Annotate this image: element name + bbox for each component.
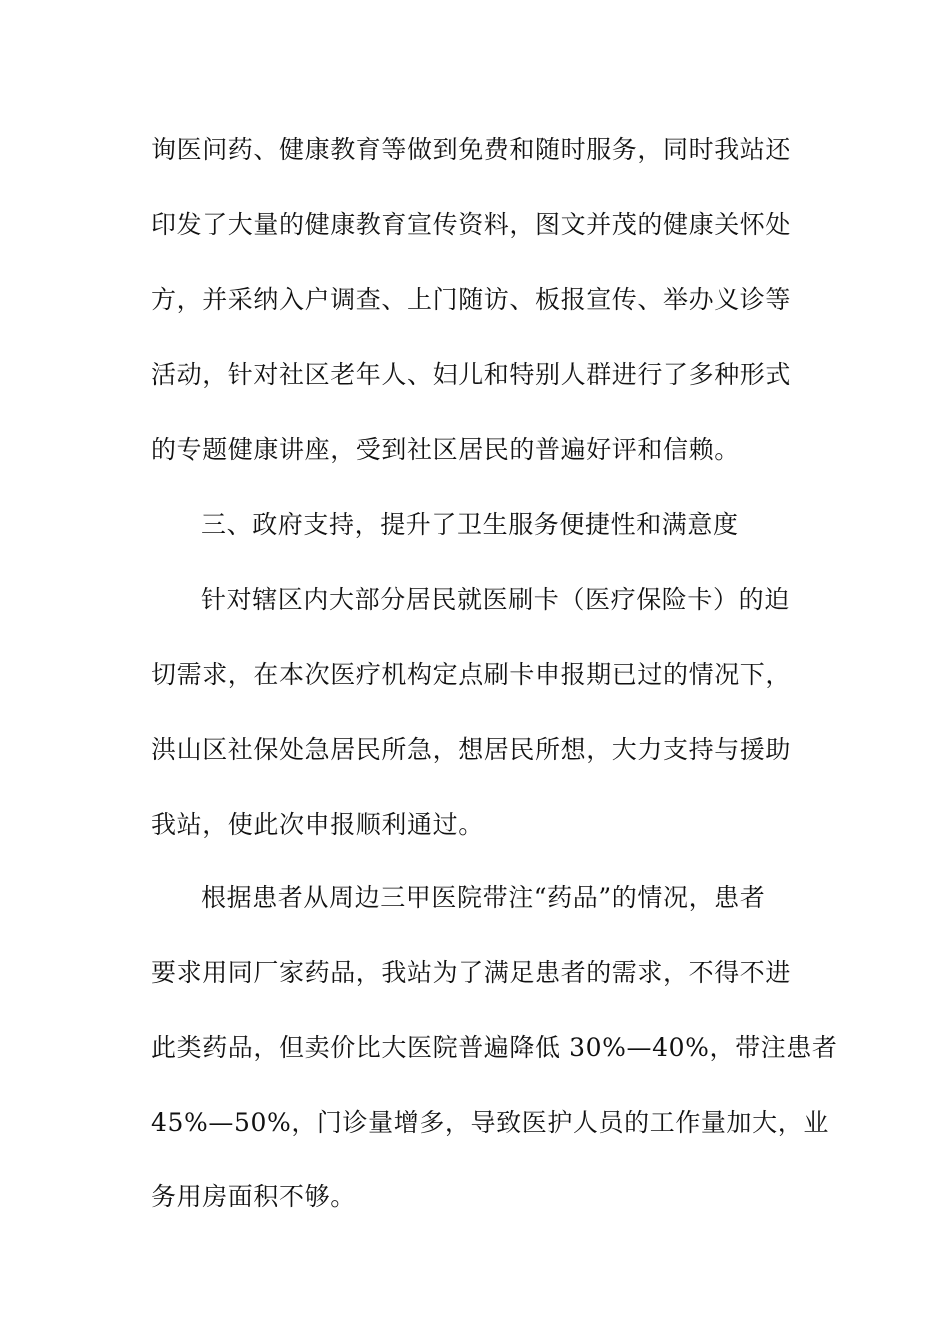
paragraph-line: 要求用同厂家药品，我站为了满足患者的需求，不得不进 <box>151 958 792 987</box>
paragraph-line: 切需求，在本次医疗机构定点刷卡申报期已过的情况下， <box>151 660 792 689</box>
paragraph-line: 45%—50%，门诊量增多，导致医护人员的工作量加大，业 <box>151 1108 829 1137</box>
paragraph-line: 的专题健康讲座，受到社区居民的普遍好评和信赖。 <box>151 435 740 464</box>
paragraph-line: 活动，针对社区老年人、妇儿和特别人群进行了多种形式 <box>151 360 792 389</box>
paragraph-line: 洪山区社保处急居民所急，想居民所想，大力支持与援助 <box>151 735 792 764</box>
paragraph-line: 方，并采纳入户调查、上门随访、板报宣传、举办义诊等 <box>151 285 792 314</box>
paragraph-line: 根据患者从周边三甲医院带注“药品”的情况，患者 <box>201 883 766 912</box>
paragraph-line: 我站，使此次申报顺利通过。 <box>151 810 484 839</box>
paragraph-line: 询医问药、健康教育等做到免费和随时服务，同时我站还 <box>151 135 792 164</box>
paragraph-line: 务用房面积不够。 <box>151 1182 356 1211</box>
paragraph-line: 此类药品，但卖价比大医院普遍降低 30%—40%，带注患者 <box>151 1033 838 1062</box>
paragraph-line: 印发了大量的健康教育宣传资料，图文并茂的健康关怀处 <box>151 210 792 239</box>
paragraph-line: 针对辖区内大部分居民就医刷卡（医疗保险卡）的迫 <box>201 585 790 614</box>
section-heading: 三、政府支持，提升了卫生服务便捷性和满意度 <box>201 510 739 539</box>
